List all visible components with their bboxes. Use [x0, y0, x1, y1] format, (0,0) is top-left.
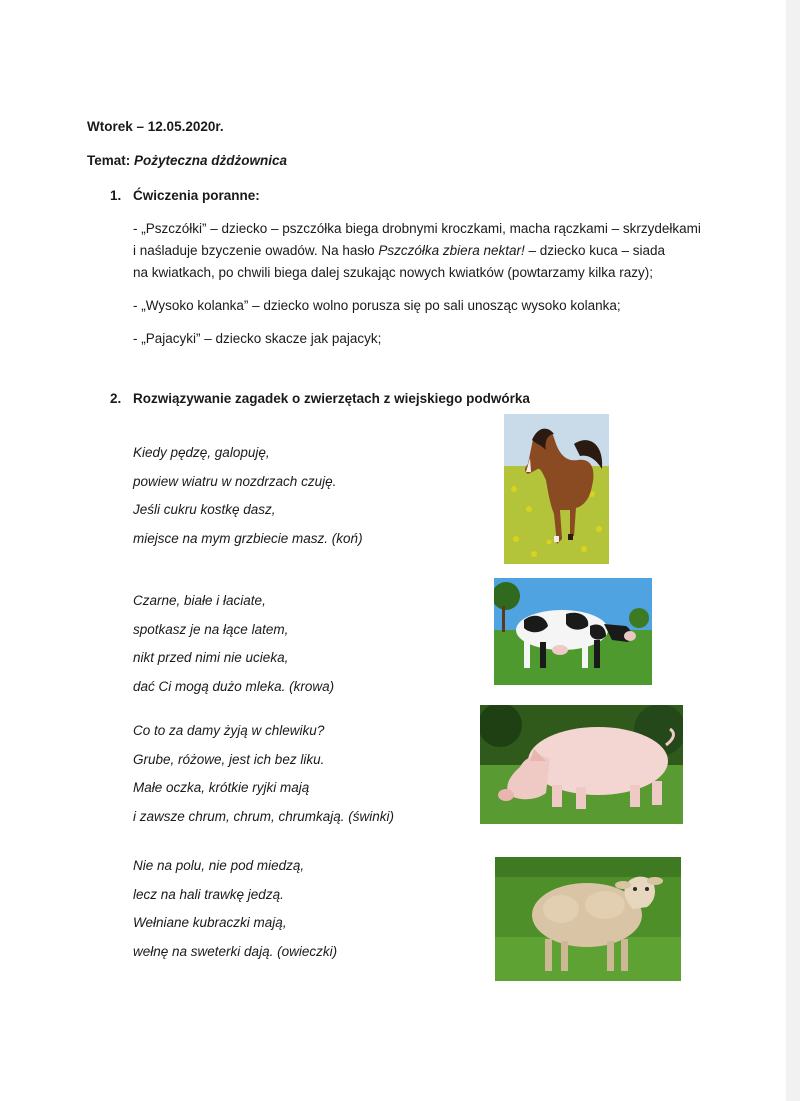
- exercise1-line1: - „Pszczółki” – dziecko – pszczółka biega drobnymi kroczkami, macha rączkami – skrzydełkami: [133, 221, 701, 236]
- exercise1-command: Pszczółka zbiera nektar!: [378, 243, 525, 258]
- exercise1-line2-post: – dziecko kuca – siada: [524, 243, 666, 258]
- topic-title: Pożyteczna dżdżownica: [134, 153, 288, 168]
- riddle-line: nikt przed nimi nie ucieka,: [133, 650, 289, 665]
- riddle-line: miejsce na mym grzbiecie masz. (koń): [133, 530, 363, 546]
- riddle-cow: [133, 592, 334, 706]
- riddle-line: Wełniane kubraczki mają,: [133, 915, 287, 930]
- riddle-line: Kiedy pędzę, galopuję,: [133, 445, 270, 460]
- riddle-pig: [133, 722, 394, 836]
- date-line: [87, 119, 224, 134]
- riddle-line: Małe oczka, krótkie ryjki mają: [133, 780, 310, 795]
- section1-number: 1.: [110, 188, 122, 203]
- riddle-line: Jeśli cukru kostkę dasz,: [133, 502, 276, 517]
- horse-photo: [504, 414, 609, 564]
- riddle-line: i zawsze chrum, chrum, chrumkają. (świnki): [133, 808, 395, 824]
- section2-title: Rozwiązywanie zagadek o zwierzętach z wiejskiego podwórka: [133, 391, 530, 406]
- exercise3: - „Pajacyki” – dziecko skacze jak pajacyk;: [133, 331, 382, 346]
- riddle-line: dać Ci mogą dużo mleka. (krowa): [133, 678, 335, 694]
- section2-number: 2.: [110, 391, 122, 406]
- topic-line: [87, 153, 287, 168]
- riddle-horse: [133, 444, 363, 558]
- page-edge: [786, 0, 800, 1101]
- topic-label: Temat:: [87, 153, 131, 168]
- riddle-line: lecz na hali trawkę jedzą.: [133, 886, 284, 902]
- exercise1-line3: na kwiatkach, po chwili biega dalej szukając nowych kwiatków (powtarzamy kilka razy);: [133, 265, 653, 280]
- exercise1-line2: [133, 243, 665, 258]
- riddle-line: powiew wiatru w nozdrzach czuję.: [133, 473, 337, 489]
- riddle-line: wełnę na sweterki dają. (owieczki): [133, 943, 338, 959]
- riddle-line: Grube, różowe, jest ich bez liku.: [133, 751, 325, 767]
- date-value: – 12.05.2020r.: [136, 119, 224, 134]
- pig-photo: [480, 705, 683, 824]
- cow-photo: [494, 578, 652, 685]
- riddle-sheep: [133, 857, 337, 971]
- riddle-line: Nie na polu, nie pod miedzą,: [133, 858, 305, 873]
- section1-title: Ćwiczenia poranne:: [133, 188, 260, 203]
- day-label: Wtorek: [87, 119, 133, 134]
- riddle-line: spotkasz je na łące latem,: [133, 621, 289, 637]
- exercise2: - „Wysoko kolanka” – dziecko wolno porusza się po sali unosząc wysoko kolanka;: [133, 298, 621, 313]
- riddle-line: Co to za damy żyją w chlewiku?: [133, 723, 325, 738]
- sheep-photo: [495, 857, 681, 981]
- riddle-line: Czarne, białe i łaciate,: [133, 593, 266, 608]
- exercise1-line2-pre: i naśladuje bzyczenie owadów. Na hasło: [133, 243, 379, 258]
